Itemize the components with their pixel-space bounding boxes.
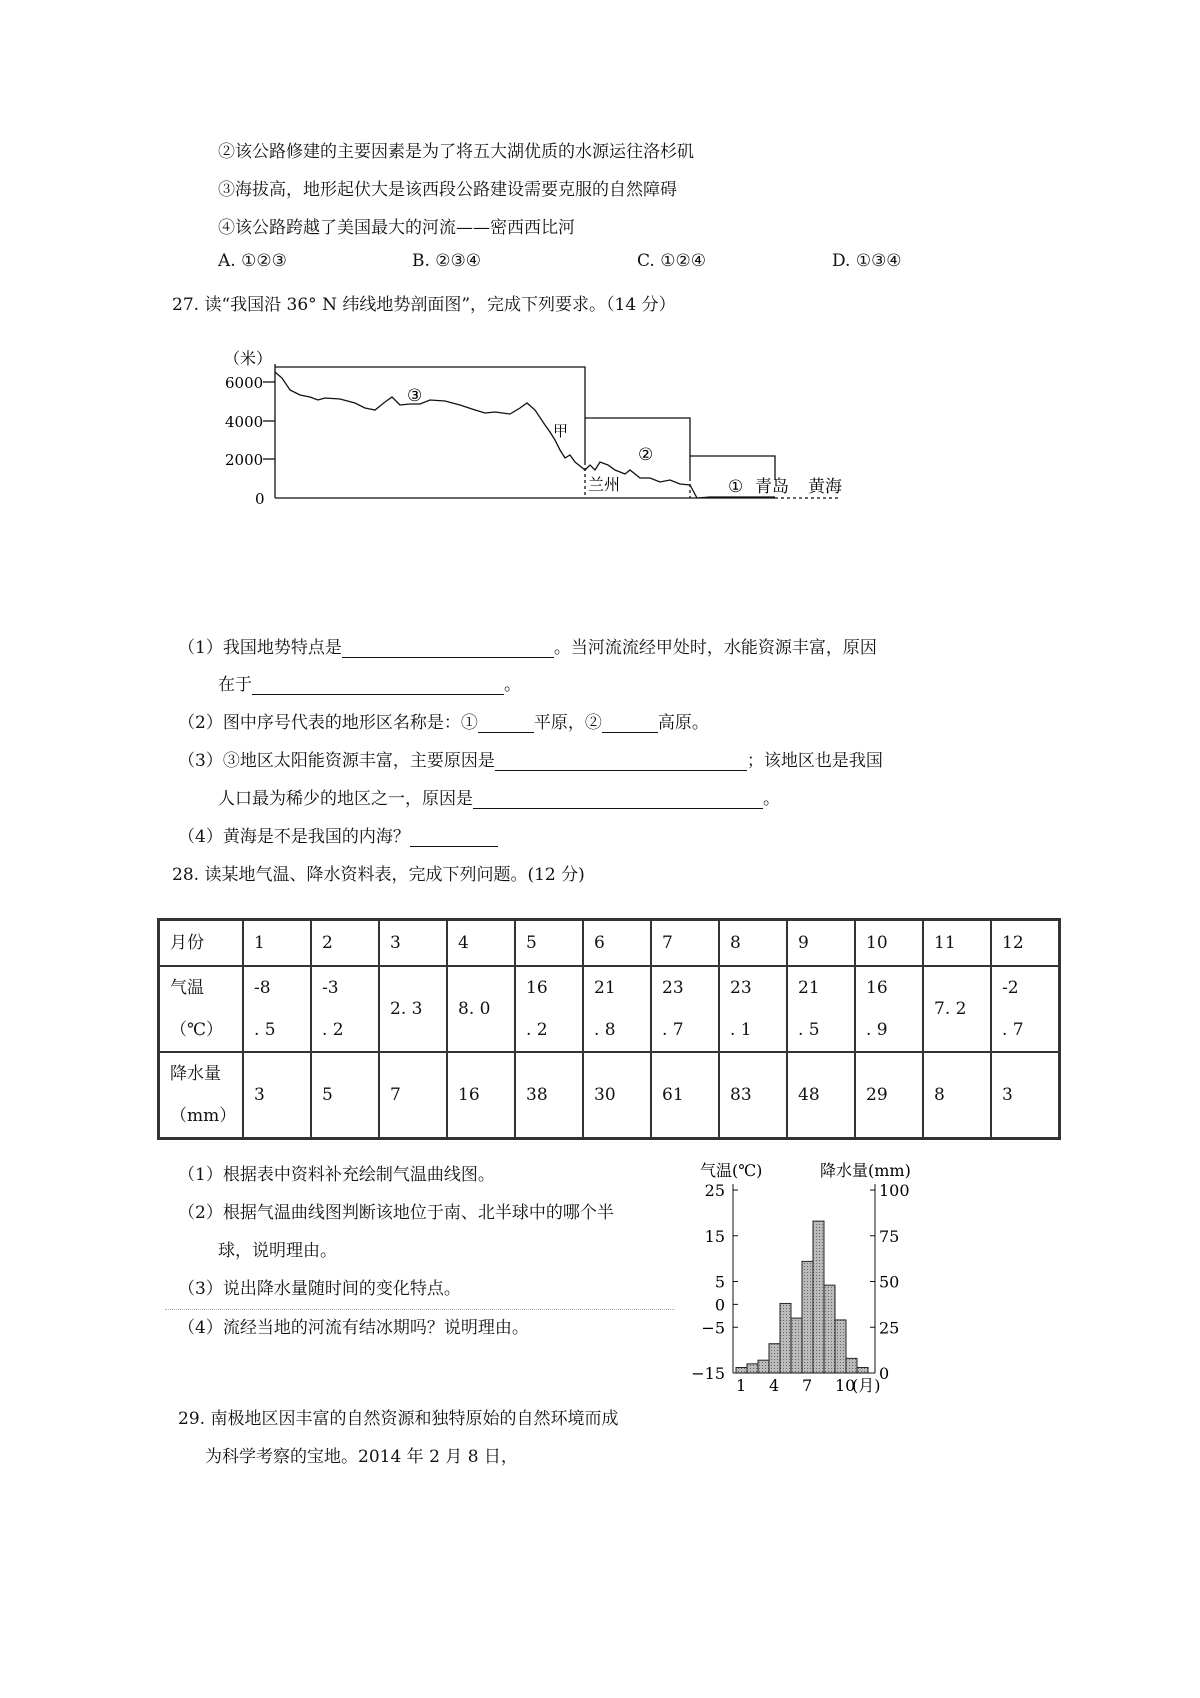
month-cell: 5 (515, 920, 583, 967)
temp-cell: 21 . 5 (787, 966, 855, 1052)
precip-bar (802, 1261, 813, 1373)
prec-cell: 48 (787, 1052, 855, 1139)
tick-0: 0 (255, 490, 265, 508)
prec-tick-label: 50 (879, 1272, 900, 1292)
temp-cell: 23 . 7 (651, 966, 719, 1052)
prec-cell: 29 (855, 1052, 923, 1139)
month-tick-label: 10 (835, 1376, 856, 1395)
q26-option-d: D. ①③④ (832, 251, 902, 271)
temp-cell: -3 . 2 (311, 966, 379, 1052)
prec-cell: 16 (447, 1052, 515, 1139)
precip-bar (791, 1318, 802, 1373)
q26-option-a: A. ①②③ (218, 251, 287, 271)
label-jia: 甲 (553, 422, 569, 440)
prec-cell: 3 (991, 1052, 1060, 1139)
month-cell: 11 (923, 920, 991, 967)
precip-bar (813, 1221, 824, 1373)
q26-statement-4: ④该公路跨越了美国最大的河流——密西西比河 (218, 218, 575, 238)
temp-cell: 7. 2 (923, 966, 991, 1052)
label-2: ② (638, 445, 654, 465)
precip-bar (835, 1320, 846, 1373)
temp-axis-label: 气温(℃) (700, 1161, 763, 1180)
q28-item-2-cont: 球，说明理由。 (218, 1241, 337, 1261)
label-3: ③ (407, 386, 423, 406)
precip-bar (824, 1285, 835, 1373)
label-qingdao: 青岛 (755, 477, 789, 497)
month-cell: 8 (719, 920, 787, 967)
tick-6000: 6000 (225, 374, 264, 392)
q27-part3-cont: 人口最为稀少的地区之一，原因是 。 (218, 789, 780, 809)
month-tick-label: 7 (802, 1376, 813, 1395)
q26-option-b: B. ②③④ (412, 251, 482, 271)
precip-bar (747, 1364, 758, 1373)
prec-cell: 5 (311, 1052, 379, 1139)
x-unit-label: (月) (852, 1376, 881, 1395)
month-cell: 3 (379, 920, 447, 967)
q26-option-c: C. ①②④ (637, 251, 706, 271)
tick-2000: 2000 (225, 451, 264, 469)
precip-bar (758, 1360, 769, 1373)
prec-row: 降水量 （mm） 3 5 7 16 38 30 61 83 48 29 8 3 (159, 1052, 1060, 1139)
prec-cell: 38 (515, 1052, 583, 1139)
q27-part1-cont: 在于 。 (218, 675, 521, 695)
prec-tick-label: 75 (879, 1226, 900, 1246)
precip-bar (780, 1303, 791, 1373)
prec-tick-label: 0 (879, 1364, 890, 1383)
q26-statement-2: ②该公路修建的主要因素是为了将五大湖优质的水源运往洛杉矶 (218, 142, 694, 162)
precip-bar (857, 1368, 868, 1373)
temp-row: 气温 （℃） -8 . 5 -3 . 2 2. 3 8. 0 16 . 2 21 . 8 23 . 7 23 . 1 21 . 5 16 . 9 7. 2 -2 . 7 (159, 966, 1060, 1052)
temp-cell: 2. 3 (379, 966, 447, 1052)
q28-item-4: （4）流经当地的河流有结冰期吗？说明理由。 (178, 1318, 529, 1338)
month-cell: 9 (787, 920, 855, 967)
temp-cell: 23 . 1 (719, 966, 787, 1052)
temp-cell: 16 . 2 (515, 966, 583, 1052)
q27-title: 27. 读“我国沿 36° N 纬线地势剖面图”，完成下列要求。（14 分） (172, 295, 676, 315)
precip-bar (846, 1358, 857, 1373)
q28-item-3: （3）说出降水量随时间的变化特点。 (178, 1279, 461, 1299)
q29-line-1: 29. 南极地区因丰富的自然资源和独特原始的自然环境而成 (178, 1409, 619, 1429)
temp-cell: 21 . 8 (583, 966, 651, 1052)
prec-cell: 3 (243, 1052, 311, 1139)
q26-statement-3: ③海拔高，地形起伏大是该西段公路建设需要克服的自然障碍 (218, 180, 677, 200)
month-cell: 12 (991, 920, 1060, 967)
month-cell: 2 (311, 920, 379, 967)
label-1: ① (728, 477, 744, 497)
tick-4000: 4000 (225, 413, 264, 431)
prec-cell: 7 (379, 1052, 447, 1139)
month-row: 月份 1 2 3 4 5 6 7 8 9 10 11 12 (159, 920, 1060, 967)
month-tick-label: 1 (736, 1376, 747, 1395)
temp-tick-label: 5 (714, 1272, 725, 1292)
q27-part1: （1）我国地势特点是 。当河流流经甲处时，水能资源丰富，原因 (178, 638, 877, 658)
month-cell: 6 (583, 920, 651, 967)
month-cell: 1 (243, 920, 311, 967)
precip-bar (736, 1368, 747, 1373)
temp-tick-label: 25 (704, 1181, 725, 1200)
prec-tick-label: 25 (879, 1318, 900, 1338)
q29-line-2: 为科学考察的宝地。2014 年 2 月 8 日， (205, 1447, 518, 1467)
temp-cell: -8 . 5 (243, 966, 311, 1052)
temp-tick-label: 0 (714, 1295, 725, 1315)
prec-axis-label: 降水量(mm) (820, 1161, 911, 1180)
q27-part2: （2）图中序号代表的地形区名称是：① 平原，② 高原。 (178, 713, 709, 733)
y-unit: （米） (224, 349, 273, 368)
temp-tick-label: −15 (691, 1364, 725, 1383)
prec-cell: 8 (923, 1052, 991, 1139)
q28-item-2: （2）根据气温曲线图判断该地位于南、北半球中的哪个半 (178, 1203, 614, 1223)
month-cell: 7 (651, 920, 719, 967)
temp-tick-label: −5 (701, 1318, 725, 1338)
temp-cell: -2 . 7 (991, 966, 1060, 1052)
q28-item-1: （1）根据表中资料补充绘制气温曲线图。 (178, 1165, 495, 1185)
prec-cell: 30 (583, 1052, 651, 1139)
q27-part3: （3）③地区太阳能资源丰富，主要原因是 ；该地区也是我国 (178, 751, 883, 771)
prec-cell: 83 (719, 1052, 787, 1139)
month-cell: 4 (447, 920, 515, 967)
prec-cell: 61 (651, 1052, 719, 1139)
q28-title: 28. 读某地气温、降水资料表，完成下列问题。(12 分) (172, 865, 585, 885)
temp-tick-label: 15 (704, 1226, 725, 1246)
precip-bar (769, 1344, 780, 1373)
q27-part4: （4）黄海是不是我国的内海？ (178, 822, 498, 847)
label-lanzhou: 兰州 (588, 475, 621, 494)
temp-cell: 8. 0 (447, 966, 515, 1052)
month-cell: 10 (855, 920, 923, 967)
prec-tick-label: 100 (879, 1181, 910, 1200)
label-huanghai: 黄海 (808, 477, 842, 497)
month-tick-label: 4 (769, 1376, 780, 1395)
temp-cell: 16 . 9 (855, 966, 923, 1052)
